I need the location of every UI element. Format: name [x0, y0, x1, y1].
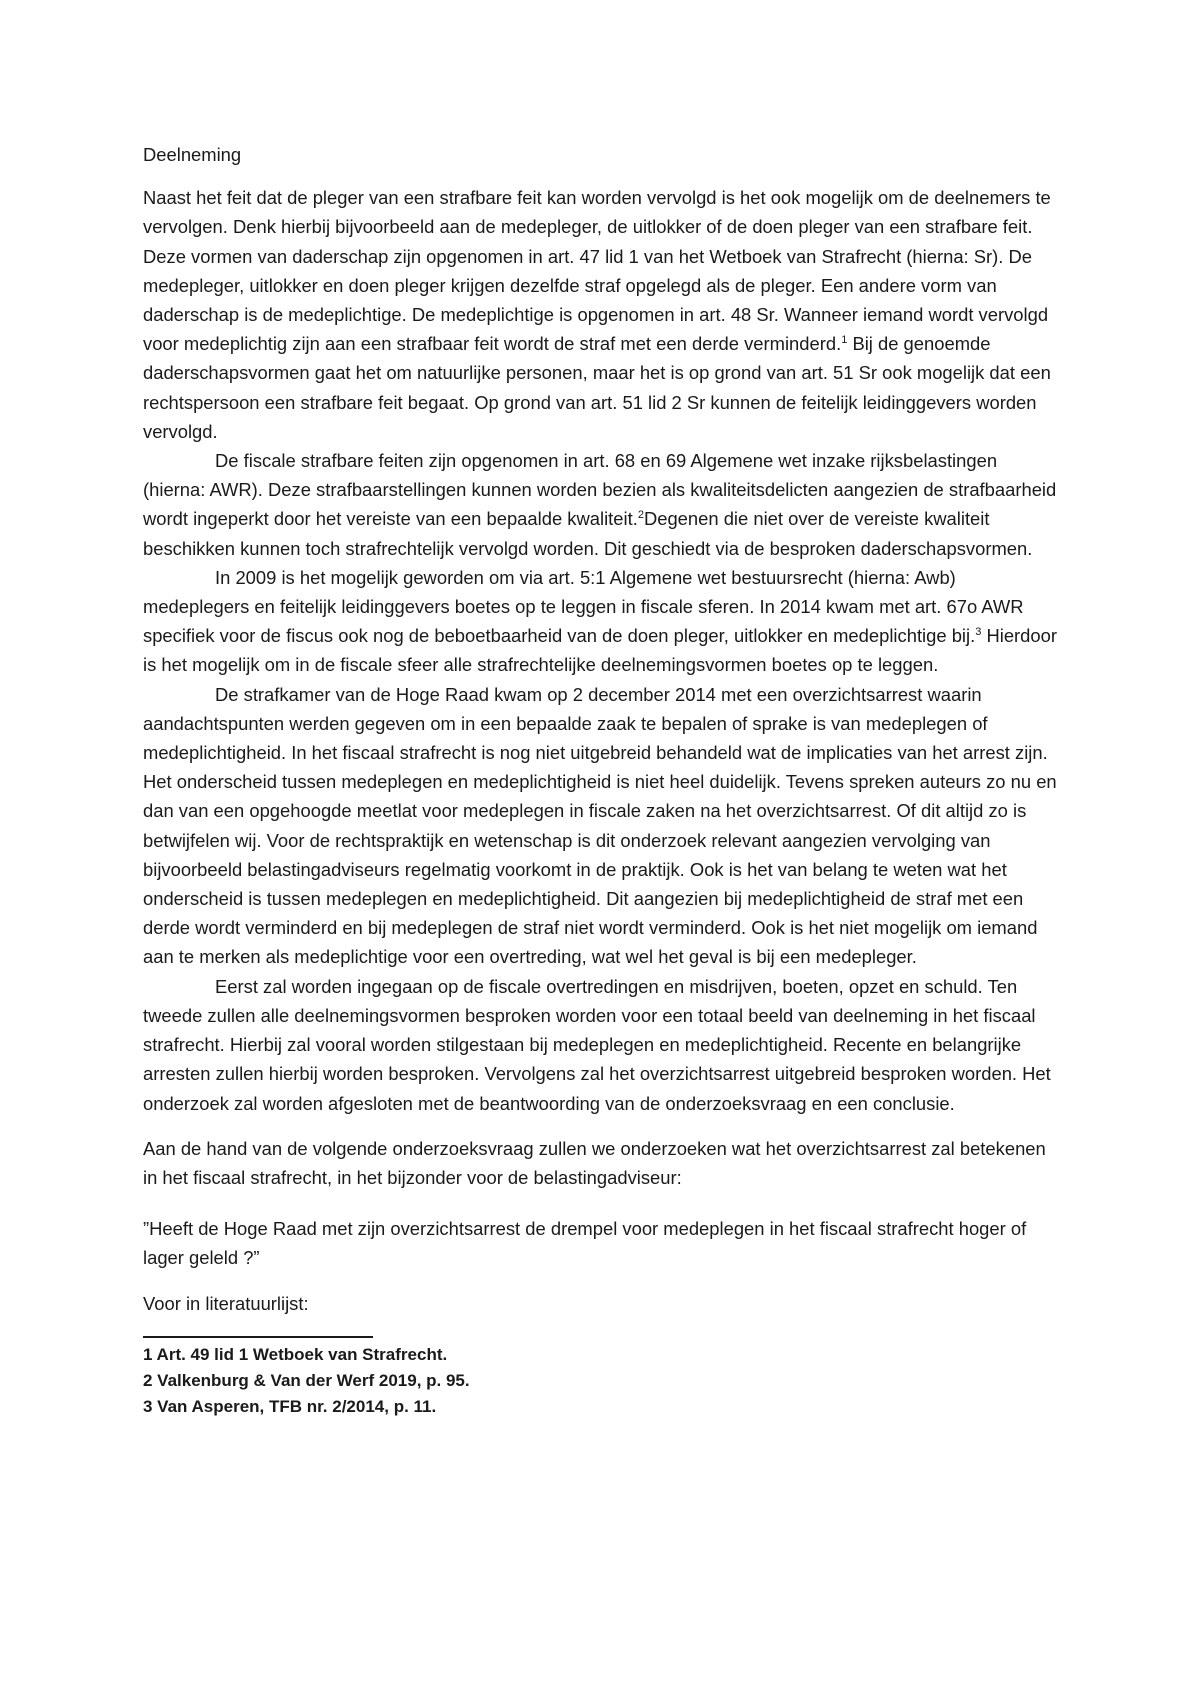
footnote-2: 2 Valkenburg & Van der Werf 2019, p. 95. [143, 1370, 470, 1390]
paragraph-2-text-b: Degenen die niet over de vereiste kwaliteit beschikken kunnen toch strafrechtelijk vervolgd worden. Dit geschiedt via de besproken daderschapsvormen. [143, 508, 1033, 559]
footnote-3: 3 Van Asperen, TFB nr. 2/2014, p. 11. [143, 1396, 437, 1416]
paragraph-3 [143, 563, 1060, 680]
paragraph-6: Aan de hand van de volgende onderzoeksvraag zullen we onderzoeken wat het overzichtsarrest zal betekenen in het fiscaal strafrecht, in het bijzonder voor de belastingadviseur: [143, 1137, 1046, 1188]
footnote-ref-3[interactable]: 3 [975, 626, 982, 639]
paragraph-2 [143, 446, 1060, 563]
footnote-separator [143, 1336, 373, 1338]
footnote-ref-2[interactable]: 2 [637, 509, 644, 522]
paragraph-1-text-a: Naast het feit dat de pleger van een strafbare feit kan worden vervolgd is het ook mogelijk om de deelnemers te vervolgen. Denk hierbij bijvoorbeeld aan de medepleger, de uitlokker of de doen pleger van een strafbare feit. Deze vormen van daderschap zijn opgenomen in art. 47 lid 1 van het Wetboek van Strafrecht (hierna: Sr). De medepleger, uitlokker en doen pleger krijgen dezelfde straf opgelegd als de pleger. Een andere vorm van daderschap is de medeplichtige. De medeplichtige is opgenomen in art. 48 Sr. Wanneer iemand wordt vervolgd voor medeplichtig zijn aan een strafbaar feit wordt de straf met een derde verminderd. [143, 187, 1051, 355]
paragraph-1 [143, 183, 1060, 446]
paragraph-3-text-a: In 2009 is het mogelijk geworden om via art. 5:1 Algemene wet bestuursrecht (hierna: Awb) medeplegers en feitelijk leidinggevers boetes op te leggen in fiscale sferen. In 2014 kwam met art. 67o AWR specifiek voor de fiscus ook nog de beboetbaarheid van de doen pleger, uitlokker en medeplichtige bij. [143, 566, 1024, 647]
footnotes [143, 1342, 1060, 1420]
paragraph-4: De strafkamer van de Hoge Raad kwam op 2 december 2014 met een overzichtsarrest waarin aandachtspunten werden gegeven om in een bepaalde zaak te bepalen of sprake is van medeplegen of medeplichtigheid. In het fiscaal strafrecht is nog niet uitgebreid behandeld wat de implicaties van het arrest zijn. Het onderscheid tussen medeplegen en medeplichtigheid is niet heel duidelijk. Tevens spreken auteurs zo nu en dan van een opgehoogde meetlat voor medeplegen in fiscale zaken na het overzichtsarrest. Of dit altijd zo is betwijfelen wij. Voor de rechtspraktijk en wetenschap is dit onderzoek relevant aangezien vervolging van bijvoorbeeld belastingadviseurs regelmatig voorkomt in de praktijk. Ook is het van belang te weten wat het onderscheid is tussen medeplegen en medeplichtigheid. Dit aangezien bij medeplichtigheid de straf met een derde wordt verminderd en bij medeplegen de straf niet wordt verminderd. Ook is het niet mogelijk om iemand aan te merken als medeplichtige voor een overtreding, wat wel het geval is bij een medepleger. [143, 683, 1057, 968]
paragraph-5: Eerst zal worden ingegaan op de fiscale overtredingen en misdrijven, boeten, opzet en schuld. Ten tweede zullen alle deelnemingsvormen besproken worden voor een totaal beeld van deelneming in het fiscaal strafrecht. Hierbij zal vooral worden stilgestaan bij medeplegen en medeplichtigheid. Recente en belangrijke arresten zullen hierbij worden besproken. Vervolgens zal het overzichtsarrest uitgebreid besproken worden. Het onderzoek zal worden afgesloten met de beantwoording van de onderzoeksvraag en een conclusie. [143, 975, 1051, 1114]
paragraph-2-text-a: De fiscale strafbare feiten zijn opgenomen in art. 68 en 69 Algemene wet inzake rijksbelastingen (hierna: AWR). Deze strafbaarstellingen kunnen worden bezien als kwaliteitsdelicten aangezien de strafbaarheid wordt ingeperkt door het vereiste van een bepaalde kwaliteit. [143, 450, 1057, 530]
paragraph-3-text-b: Hierdoor is het mogelijk om in de fiscale sfeer alle strafrechtelijke deelnemingsvormen boetes op te leggen. [143, 625, 1057, 676]
literature-note: Voor in literatuurlijst: [143, 1292, 309, 1314]
document-heading: Deelneming [143, 144, 242, 165]
paragraph-1-text-b: Bij de genoemde daderschapsvormen gaat het om natuurlijke personen, maar het is op grond van art. 51 Sr ook mogelijk dat een rechtspersoon een strafbare feit begaat. Op grond van art. 51 lid 2 Sr kunnen de feitelijk leidinggevers worden vervolgd. [143, 333, 1051, 442]
research-question: ”Heeft de Hoge Raad met zijn overzichtsarrest de drempel voor medeplegen in het fiscaal strafrecht hoger of lager geleld ?” [143, 1218, 1027, 1269]
footnote-ref-1[interactable]: 1 [841, 334, 848, 347]
footnote-1: 1 Art. 49 lid 1 Wetboek van Strafrecht. [143, 1344, 448, 1364]
